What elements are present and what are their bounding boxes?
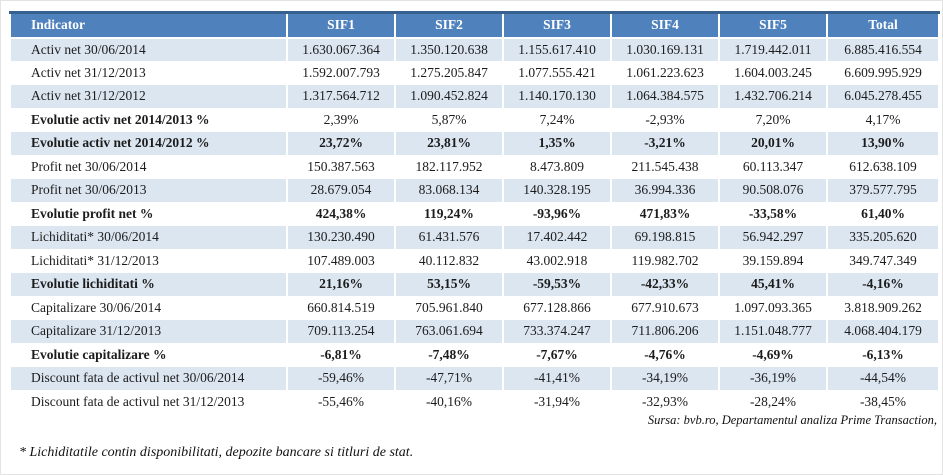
value-cell: 4.068.404.179 <box>827 320 939 344</box>
header-cell-sif5: SIF5 <box>719 13 827 38</box>
value-cell: 45,41% <box>719 273 827 297</box>
value-cell: 3.818.909.262 <box>827 296 939 320</box>
value-cell: -4,76% <box>611 343 719 367</box>
table-row <box>10 38 939 62</box>
value-cell: -7,67% <box>503 343 611 367</box>
row-label: Profit net 30/06/2014 <box>10 155 287 179</box>
value-cell: 140.328.195 <box>503 179 611 203</box>
table-row <box>10 202 939 226</box>
table-row <box>10 226 939 250</box>
row-label: Evolutie activ net 2014/2012 % <box>10 132 287 156</box>
table-row <box>10 179 939 203</box>
value-cell: 39.159.894 <box>719 249 827 273</box>
row-label: Lichiditati* 31/12/2013 <box>10 249 287 273</box>
table-row <box>10 343 939 367</box>
row-label: Discount fata de activul net 30/06/2014 <box>10 367 287 391</box>
value-cell: 1.097.093.365 <box>719 296 827 320</box>
table-row <box>10 249 939 273</box>
table-row <box>10 85 939 109</box>
table-row <box>10 296 939 320</box>
header-cell-sif3: SIF3 <box>503 13 611 38</box>
value-cell: 53,15% <box>395 273 503 297</box>
value-cell: 424,38% <box>287 202 395 226</box>
value-cell: 1.592.007.793 <box>287 61 395 85</box>
value-cell: 6.045.278.455 <box>827 85 939 109</box>
value-cell: 130.230.490 <box>287 226 395 250</box>
value-cell: 7,20% <box>719 108 827 132</box>
value-cell: 1.140.170.130 <box>503 85 611 109</box>
row-label: Capitalizare 30/06/2014 <box>10 296 287 320</box>
value-cell: 211.545.438 <box>611 155 719 179</box>
value-cell: 1.090.452.824 <box>395 85 503 109</box>
value-cell: -93,96% <box>503 202 611 226</box>
value-cell: 90.508.076 <box>719 179 827 203</box>
table-row <box>10 367 939 391</box>
value-cell: 69.198.815 <box>611 226 719 250</box>
value-cell: -42,33% <box>611 273 719 297</box>
value-cell: -44,54% <box>827 367 939 391</box>
sif-indicators-table <box>9 11 940 414</box>
value-cell: 36.994.336 <box>611 179 719 203</box>
value-cell: 20,01% <box>719 132 827 156</box>
value-cell: 1.061.223.623 <box>611 61 719 85</box>
value-cell: 471,83% <box>611 202 719 226</box>
value-cell: -36,19% <box>719 367 827 391</box>
row-label: Evolutie activ net 2014/2013 % <box>10 108 287 132</box>
value-cell: 40.112.832 <box>395 249 503 273</box>
value-cell: 1.317.564.712 <box>287 85 395 109</box>
value-cell: -59,46% <box>287 367 395 391</box>
value-cell: 13,90% <box>827 132 939 156</box>
table-row <box>10 155 939 179</box>
value-cell: 1.719.442.011 <box>719 38 827 62</box>
value-cell: 119,24% <box>395 202 503 226</box>
value-cell: 379.577.795 <box>827 179 939 203</box>
table-row <box>10 320 939 344</box>
value-cell: 1.155.617.410 <box>503 38 611 62</box>
row-label: Profit net 30/06/2013 <box>10 179 287 203</box>
source-note: Sursa: bvb.ro, Departamentul analiza Prime Transaction, <box>647 413 937 427</box>
value-cell: 709.113.254 <box>287 320 395 344</box>
table-row <box>10 132 939 156</box>
value-cell: 83.068.134 <box>395 179 503 203</box>
row-label: Evolutie capitalizare % <box>10 343 287 367</box>
value-cell: -4,69% <box>719 343 827 367</box>
row-label: Evolutie lichiditati % <box>10 273 287 297</box>
value-cell: 4,17% <box>827 108 939 132</box>
header-row <box>10 13 939 38</box>
value-cell: 733.374.247 <box>503 320 611 344</box>
row-label: Discount fata de activul net 31/12/2013 <box>10 390 287 414</box>
value-cell: -6,81% <box>287 343 395 367</box>
row-label: Activ net 30/06/2014 <box>10 38 287 62</box>
value-cell: 763.061.694 <box>395 320 503 344</box>
row-label: Evolutie profit net % <box>10 202 287 226</box>
value-cell: -7,48% <box>395 343 503 367</box>
value-cell: 1.151.048.777 <box>719 320 827 344</box>
value-cell: 107.489.003 <box>287 249 395 273</box>
value-cell: 6.885.416.554 <box>827 38 939 62</box>
value-cell: 349.747.349 <box>827 249 939 273</box>
value-cell: 677.128.866 <box>503 296 611 320</box>
value-cell: 60.113.347 <box>719 155 827 179</box>
value-cell: 5,87% <box>395 108 503 132</box>
value-cell: 7,24% <box>503 108 611 132</box>
value-cell: 61.431.576 <box>395 226 503 250</box>
value-cell: 61,40% <box>827 202 939 226</box>
header-cell-total: Total <box>827 13 939 38</box>
value-cell: 2,39% <box>287 108 395 132</box>
value-cell: 1.630.067.364 <box>287 38 395 62</box>
value-cell: -41,41% <box>503 367 611 391</box>
table-row <box>10 61 939 85</box>
value-cell: 23,72% <box>287 132 395 156</box>
table-row <box>10 108 939 132</box>
table-body <box>10 38 939 414</box>
value-cell: 677.910.673 <box>611 296 719 320</box>
value-cell: -40,16% <box>395 390 503 414</box>
value-cell: 1.604.003.245 <box>719 61 827 85</box>
value-cell: 150.387.563 <box>287 155 395 179</box>
row-label: Lichiditati* 30/06/2014 <box>10 226 287 250</box>
liquidity-footnote: * Lichiditatile contin disponibilitati, depozite bancare si titluri de stat. <box>19 445 414 460</box>
value-cell: 705.961.840 <box>395 296 503 320</box>
value-cell: 1.275.205.847 <box>395 61 503 85</box>
value-cell: 1.350.120.638 <box>395 38 503 62</box>
value-cell: -38,45% <box>827 390 939 414</box>
value-cell: 612.638.109 <box>827 155 939 179</box>
value-cell: 119.982.702 <box>611 249 719 273</box>
row-label: Activ net 31/12/2012 <box>10 85 287 109</box>
header-cell-sif2: SIF2 <box>395 13 503 38</box>
value-cell: 182.117.952 <box>395 155 503 179</box>
value-cell: 17.402.442 <box>503 226 611 250</box>
table-row <box>10 273 939 297</box>
value-cell: -47,71% <box>395 367 503 391</box>
value-cell: 6.609.995.929 <box>827 61 939 85</box>
value-cell: 43.002.918 <box>503 249 611 273</box>
value-cell: 660.814.519 <box>287 296 395 320</box>
value-cell: 23,81% <box>395 132 503 156</box>
value-cell: -55,46% <box>287 390 395 414</box>
value-cell: 1.432.706.214 <box>719 85 827 109</box>
row-label: Activ net 31/12/2013 <box>10 61 287 85</box>
value-cell: 21,16% <box>287 273 395 297</box>
value-cell: -33,58% <box>719 202 827 226</box>
value-cell: -59,53% <box>503 273 611 297</box>
value-cell: -6,13% <box>827 343 939 367</box>
value-cell: 56.942.297 <box>719 226 827 250</box>
header-cell-sif1: SIF1 <box>287 13 395 38</box>
value-cell: 1.064.384.575 <box>611 85 719 109</box>
header-cell-indicator: Indicator <box>10 13 287 38</box>
sif-indicators-table-wrap <box>9 11 938 414</box>
value-cell: -31,94% <box>503 390 611 414</box>
value-cell: -34,19% <box>611 367 719 391</box>
value-cell: 1.077.555.421 <box>503 61 611 85</box>
value-cell: -4,16% <box>827 273 939 297</box>
value-cell: 335.205.620 <box>827 226 939 250</box>
header-cell-sif4: SIF4 <box>611 13 719 38</box>
value-cell: 711.806.206 <box>611 320 719 344</box>
row-label: Capitalizare 31/12/2013 <box>10 320 287 344</box>
value-cell: 1,35% <box>503 132 611 156</box>
value-cell: 28.679.054 <box>287 179 395 203</box>
value-cell: 8.473.809 <box>503 155 611 179</box>
value-cell: 1.030.169.131 <box>611 38 719 62</box>
value-cell: -3,21% <box>611 132 719 156</box>
value-cell: -28,24% <box>719 390 827 414</box>
table-row <box>10 390 939 414</box>
value-cell: -32,93% <box>611 390 719 414</box>
value-cell: -2,93% <box>611 108 719 132</box>
